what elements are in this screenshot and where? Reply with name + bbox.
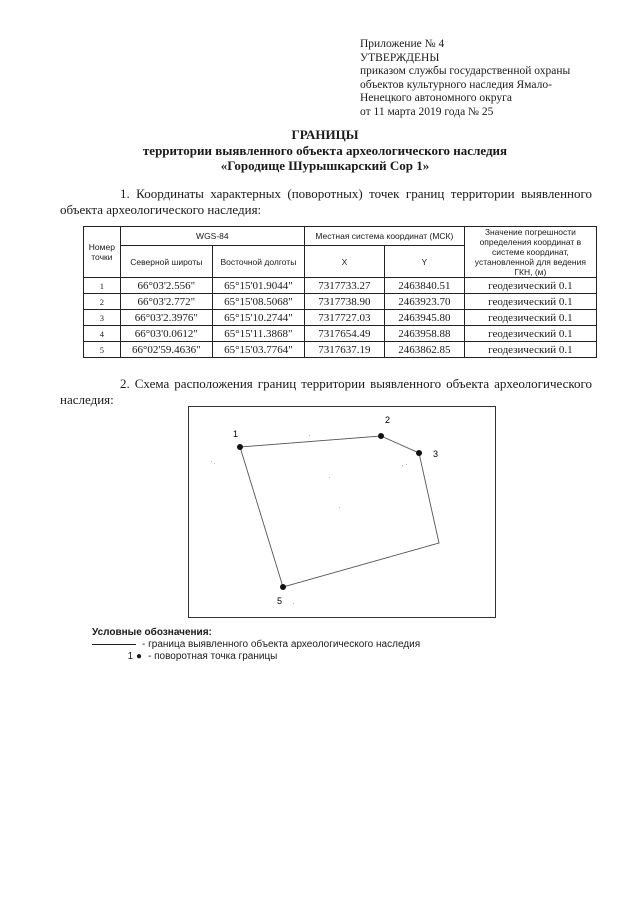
cell-lon: 65°15'08.5068" xyxy=(212,294,304,310)
approval-line: объектов культурного наследия Ямало- xyxy=(360,78,552,91)
cell-x: 7317733.27 xyxy=(304,278,384,294)
boundary-point-3 xyxy=(416,450,422,456)
cell-lon: 65°15'11.3868" xyxy=(212,326,304,342)
faint-marks xyxy=(211,435,407,604)
cell-lat: 66°02'59.4636" xyxy=(120,342,212,358)
point-label-1: 1 xyxy=(233,429,239,439)
faint-mark xyxy=(329,477,330,478)
cell-x: 7317654.49 xyxy=(304,326,384,342)
approval-line: приказом службы государственной охраны xyxy=(360,65,571,77)
faint-mark xyxy=(211,461,212,462)
legend-boundary-text: - граница выявленного объекта археологического наследия xyxy=(142,639,421,650)
cell-lon: 65°15'01.9044" xyxy=(212,278,304,294)
legend xyxy=(92,627,420,663)
cell-err: геодезический 0.1 xyxy=(464,326,596,342)
cell-n: 5 xyxy=(84,342,121,358)
point-label-2: 2 xyxy=(385,415,391,425)
cell-err: геодезический 0.1 xyxy=(464,278,596,294)
cell-y: 2463958.88 xyxy=(384,326,464,342)
cell-n: 1 xyxy=(84,278,121,294)
header-lat: Северной широты xyxy=(120,246,212,278)
section-2-number: 2. xyxy=(120,376,130,391)
boundary-polygon xyxy=(240,436,439,587)
document-subtitle: территории выявленного объекта археологического наследия xyxy=(142,143,508,158)
faint-mark xyxy=(214,463,215,464)
point-sample xyxy=(92,651,142,663)
document-title: ГРАНИЦЫ xyxy=(291,127,359,142)
boundary-point-1 xyxy=(237,444,243,450)
cell-x: 7317637.19 xyxy=(304,342,384,358)
point-label-3: 3 xyxy=(433,449,439,459)
table-row xyxy=(84,326,597,342)
point-sample-dot: ● xyxy=(135,651,142,662)
cell-err: геодезический 0.1 xyxy=(464,294,596,310)
faint-mark xyxy=(309,435,310,436)
header-error: Значение погрешности определения координат в системе координат, установленной для ведения ГКН, (м) xyxy=(464,227,596,278)
point-sample-label: 1 xyxy=(127,651,134,662)
approval-line: Приложение № 4 xyxy=(360,38,445,50)
cell-lat: 66°03'2.3976" xyxy=(120,310,212,326)
cell-y: 2463840.51 xyxy=(384,278,464,294)
faint-mark xyxy=(339,507,340,508)
object-name: «Городище Шурышкарский Сор 1» xyxy=(220,158,430,173)
table-row xyxy=(84,342,597,358)
section-1-paragraph xyxy=(60,186,592,218)
header-lon: Восточной долготы xyxy=(212,246,304,278)
section-2-text: Схема расположения границ территории выявленного объекта археологического наследия: xyxy=(60,376,593,407)
boundary-scheme xyxy=(188,406,496,618)
cell-lon: 65°15'03.7764" xyxy=(212,342,304,358)
header-y: Y xyxy=(384,246,464,278)
legend-title: Условные обозначения: xyxy=(92,627,212,638)
legend-point-row xyxy=(92,651,420,663)
boundary-line-sample xyxy=(92,644,136,645)
cell-x: 7317727.03 xyxy=(304,310,384,326)
cell-err: геодезический 0.1 xyxy=(464,342,596,358)
cell-err: геодезический 0.1 xyxy=(464,310,596,326)
boundary-point-5 xyxy=(280,584,286,590)
scheme-svg xyxy=(189,407,495,617)
approval-block xyxy=(360,38,620,119)
section-1-number: 1. xyxy=(120,186,130,201)
header-local-system: Местная система координат (МСК) xyxy=(304,227,464,246)
cell-y: 2463923.70 xyxy=(384,294,464,310)
coordinates-table xyxy=(83,226,597,358)
legend-point-text: - поворотная точка границы xyxy=(148,651,278,662)
cell-y: 2463862.85 xyxy=(384,342,464,358)
boundary-point-2 xyxy=(378,433,384,439)
table-row xyxy=(84,278,597,294)
cell-y: 2463945.80 xyxy=(384,310,464,326)
legend-boundary-row xyxy=(92,639,420,651)
cell-n: 3 xyxy=(84,310,121,326)
point-label-5: 5 xyxy=(277,596,283,606)
faint-mark xyxy=(402,465,403,466)
header-point-no: Номер точки xyxy=(84,227,121,278)
table-row xyxy=(84,310,597,326)
cell-n: 2 xyxy=(84,294,121,310)
faint-mark xyxy=(293,603,294,604)
section-2-paragraph xyxy=(60,376,592,408)
cell-x: 7317738.90 xyxy=(304,294,384,310)
approval-line: от 11 марта 2019 года № 25 xyxy=(360,105,494,118)
header-x: X xyxy=(304,246,384,278)
cell-lat: 66°03'0.0612" xyxy=(120,326,212,342)
approval-line: Ненецкого автономного округа xyxy=(360,92,512,104)
cell-lat: 66°03'2.556" xyxy=(120,278,212,294)
faint-mark xyxy=(406,464,407,465)
cell-lon: 65°15'10.2744" xyxy=(212,310,304,326)
header-wgs: WGS-84 xyxy=(120,227,304,246)
cell-lat: 66°03'2.772" xyxy=(120,294,212,310)
cell-n: 4 xyxy=(84,326,121,342)
section-1-text: Координаты характерных (поворотных) точек границ территории выявленного объекта археологического наследия: xyxy=(60,186,593,217)
table-row xyxy=(84,294,597,310)
approval-line: УТВЕРЖДЕНЫ xyxy=(360,51,440,64)
